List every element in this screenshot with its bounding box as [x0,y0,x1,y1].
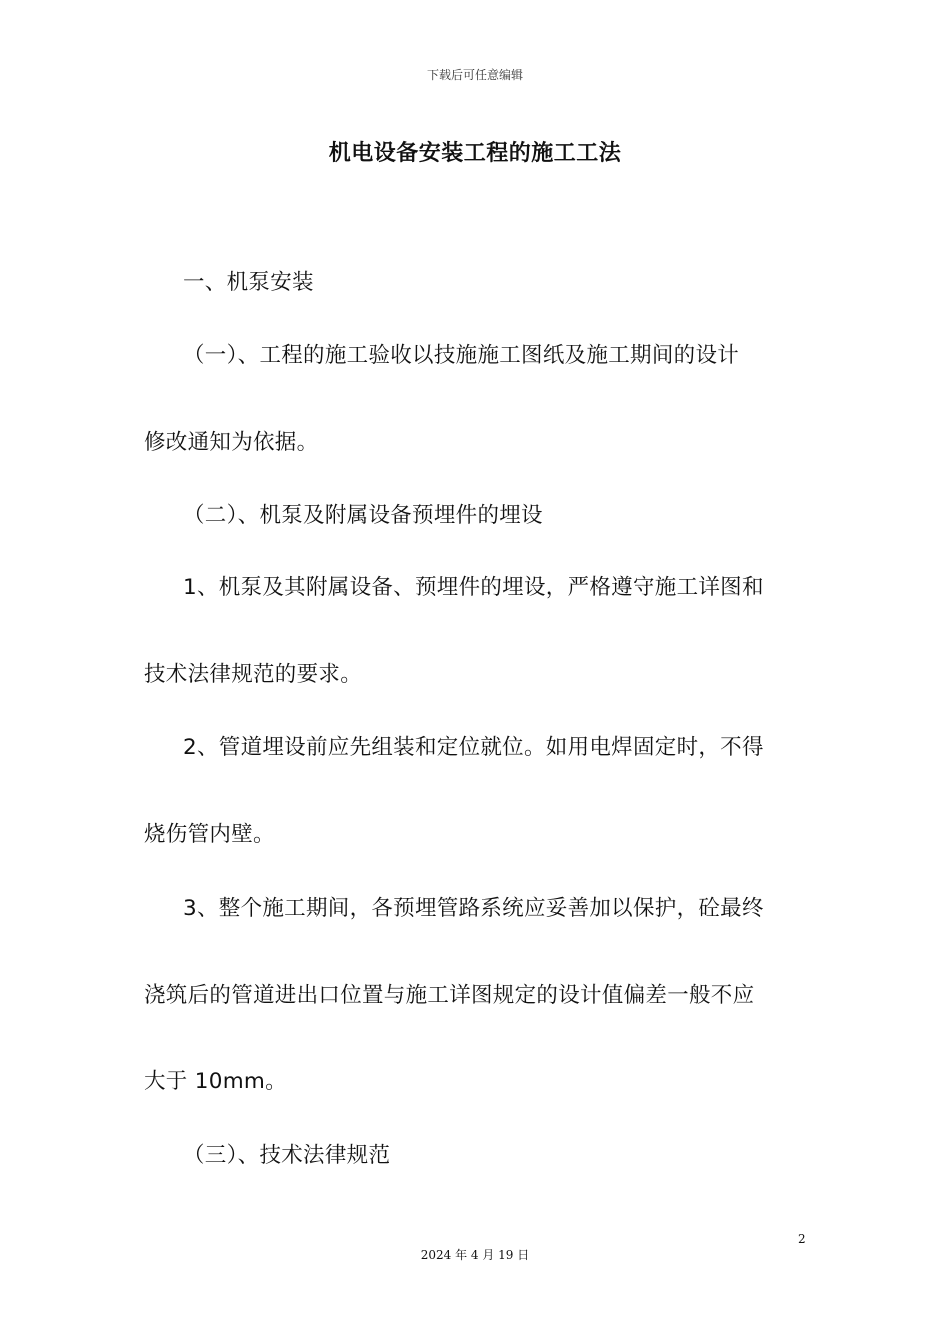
section-heading-1: 一、机泵安装 [183,270,314,295]
document-title: 机电设备安装工程的施工工法 [328,141,622,166]
paragraph-line: 3、整个施工期间，各预埋管路系统应妥善加以保护，砼最终 [183,896,764,921]
paragraph-line: 技术法律规范的要求。 [144,662,363,687]
subsection-heading-2: （二）、机泵及附属设备预埋件的埋设 [183,503,543,528]
paragraph-line: 浇筑后的管道进出口位置与施工详图规定的设计值偏差一般不应 [144,983,755,1008]
paragraph-line: 1、机泵及其附属设备、预埋件的埋设，严格遵守施工详图和 [183,575,764,600]
subsection-heading-3: （三）、技术法律规范 [183,1143,391,1168]
page-header: 下载后可任意编辑 [426,68,523,82]
paragraph-line: 修改通知为依据。 [144,430,319,455]
paragraph-line: 烧伤管内壁。 [144,822,275,847]
paragraph-line: 2、管道埋设前应先组装和定位就位。如用电焊固定时，不得 [183,735,764,760]
page-number: 2 [798,1232,806,1246]
footer-date: 2024 年 4 月 19 日 [420,1248,530,1262]
paragraph-line: （一）、工程的施工验收以技施施工图纸及施工期间的设计 [183,343,740,368]
paragraph-line: 大于 10mm。 [144,1069,287,1094]
